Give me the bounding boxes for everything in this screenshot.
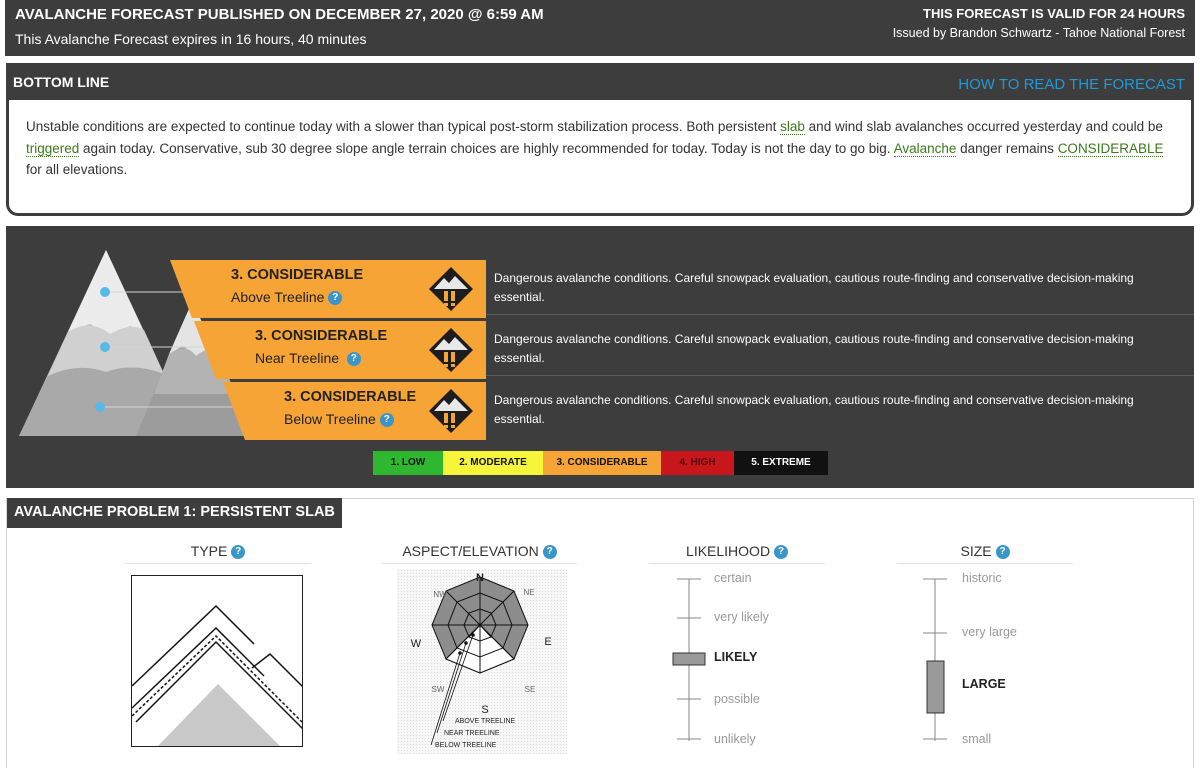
danger-rating-panel: [6, 226, 1194, 488]
bottom-line-title: BOTTOM LINE: [13, 74, 110, 90]
elevation-name: Above Treeline: [231, 289, 325, 305]
danger-row-near-treeline: [194, 321, 486, 379]
danger-description: Dangerous avalanche conditions. Careful snowpack evaluation, cautious route-finding and conservative decision-making essential.: [494, 393, 1134, 426]
compass-s: S: [481, 704, 489, 716]
rose-label-below-treeline: BELOW TREELINE: [435, 742, 497, 749]
danger-level-label: 3. CONSIDERABLE: [284, 389, 417, 405]
size-column-title: [897, 543, 1073, 564]
elevation-label: [255, 350, 361, 366]
bottom-line-text-part: for all elevations.: [26, 162, 128, 177]
valid-text: THIS FORECAST IS VALID FOR 24 HOURS: [923, 6, 1185, 21]
issued-by-text: Issued by Brandon Schwartz - Tahoe National Forest: [892, 26, 1185, 40]
glossary-link-triggered[interactable]: triggered: [26, 140, 80, 156]
likelihood-very-likely: very likely: [714, 610, 769, 624]
size-title: SIZE: [960, 543, 992, 559]
elevation-label: [284, 411, 394, 427]
aspect-elevation-rose: [397, 569, 567, 754]
likelihood-scale: [669, 573, 709, 743]
danger-description: Dangerous avalanche conditions. Careful snowpack evaluation, cautious route-finding and conservative decision-making essential.: [494, 332, 1134, 365]
scale-high: 4. HIGH: [661, 451, 734, 475]
compass-e: E: [544, 636, 552, 648]
size-very-large: very large: [962, 625, 1017, 639]
type-column-title: [125, 543, 311, 564]
compass-sw: SW: [431, 685, 445, 694]
size-small: small: [962, 732, 992, 746]
glossary-link-slab[interactable]: slab: [780, 119, 805, 134]
avalanche-problem-panel: [6, 498, 1194, 768]
row-divider: [486, 375, 1194, 376]
help-icon[interactable]: ?: [774, 545, 788, 559]
problem-title: AVALANCHE PROBLEM 1: PERSISTENT SLAB: [7, 498, 342, 528]
considerable-danger-icon: [427, 265, 475, 313]
likelihood-title: LIKELIHOOD: [686, 543, 771, 559]
likelihood-column-title: [649, 543, 825, 564]
type-title: TYPE: [190, 543, 228, 559]
compass-w: W: [410, 638, 422, 650]
glossary-link-avalanche[interactable]: Avalanche: [893, 140, 957, 156]
scale-low: 1. LOW: [373, 451, 443, 475]
danger-level-label: 3. CONSIDERABLE: [231, 267, 364, 283]
compass-n: N: [476, 572, 484, 584]
scale-extreme: 5. EXTREME: [734, 451, 828, 475]
elevation-label: [231, 289, 342, 305]
help-icon[interactable]: ?: [347, 352, 361, 366]
aspect-title: ASPECT/ELEVATION: [402, 543, 539, 559]
danger-description: Dangerous avalanche conditions. Careful snowpack evaluation, cautious route-finding and conservative decision-making essential.: [494, 271, 1134, 304]
bottom-line-text-part: Unstable conditions are expected to continue today with a slower than typical post-storm stabilization process. Both persistent: [26, 119, 781, 134]
likelihood-likely-selected: LIKELY: [714, 650, 758, 664]
help-icon[interactable]: ?: [328, 291, 342, 305]
forecast-header: [5, 0, 1195, 56]
scale-moderate: 2. MODERATE: [443, 451, 543, 475]
likelihood-certain: certain: [714, 571, 752, 585]
bottom-line-text: [26, 116, 1176, 181]
considerable-danger-icon: [427, 387, 475, 435]
bottom-line-text-part: again today. Conservative, sub 30 degree slope angle terrain choices are highly recommended for today. Today is not the day to go big.: [79, 140, 894, 156]
compass-nw: NW: [433, 590, 447, 599]
bottom-line-text-part: and wind slab avalanches occurred yesterday and could be: [804, 119, 1163, 134]
bottom-line-panel: [6, 63, 1194, 216]
help-icon[interactable]: ?: [231, 545, 245, 559]
glossary-link-considerable[interactable]: CONSIDERABLE: [1057, 140, 1164, 156]
aspect-column-title: [382, 543, 577, 564]
compass-ne: NE: [523, 588, 535, 597]
persistent-slab-icon: [132, 576, 303, 747]
expires-text: This Avalanche Forecast expires in 16 hours, 40 minutes: [15, 31, 367, 47]
likelihood-possible: possible: [714, 692, 760, 706]
rose-label-near-treeline: NEAR TREELINE: [444, 730, 500, 737]
scale-considerable: 3. CONSIDERABLE: [543, 451, 661, 475]
help-icon[interactable]: ?: [996, 545, 1010, 559]
elevation-name: Near Treeline: [255, 350, 340, 366]
size-historic: historic: [962, 571, 1002, 585]
danger-level-label: 3. CONSIDERABLE: [255, 328, 388, 344]
rose-label-above-treeline: ABOVE TREELINE: [455, 718, 516, 725]
compass-se: SE: [524, 685, 536, 694]
size-large-selected: LARGE: [962, 677, 1006, 691]
elevation-name: Below Treeline: [284, 411, 376, 427]
danger-row-below-treeline: [223, 382, 486, 440]
likelihood-unlikely: unlikely: [714, 732, 756, 746]
size-scale: [915, 573, 955, 743]
bottom-line-header: [9, 66, 1191, 100]
danger-row-above-treeline: [170, 260, 486, 318]
persistent-slab-diagram: [131, 575, 303, 747]
help-icon[interactable]: ?: [543, 545, 557, 559]
help-icon[interactable]: ?: [380, 413, 394, 427]
how-to-read-link[interactable]: HOW TO READ THE FORECAST: [958, 76, 1185, 93]
published-title: AVALANCHE FORECAST PUBLISHED ON DECEMBER 27, 2020 @ 6:59 AM: [15, 6, 544, 23]
considerable-danger-icon: [427, 326, 475, 374]
row-divider: [486, 314, 1194, 315]
bottom-line-text-part: danger remains: [956, 140, 1058, 156]
